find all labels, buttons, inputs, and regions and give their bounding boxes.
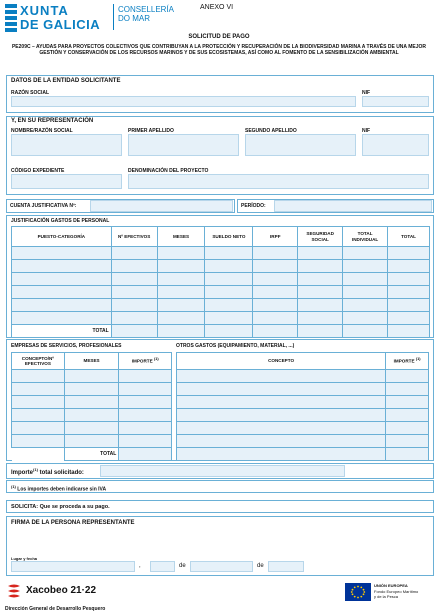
razon-social-label: RAZÓN SOCIAL [11, 90, 50, 96]
cell[interactable] [343, 247, 388, 260]
other-title: OTROS GASTOS (EQUIPAMIENTO, MATERIAL, ...) [176, 343, 295, 349]
cell[interactable] [111, 325, 157, 338]
personnel-total-row [12, 325, 430, 338]
footnote-mark: (1) [33, 467, 38, 472]
cell[interactable] [386, 409, 429, 422]
cell[interactable] [111, 273, 157, 286]
razon-social-field[interactable] [11, 96, 356, 107]
cell[interactable] [205, 286, 253, 299]
logo-line2: DE GALICIA [20, 17, 101, 32]
cell[interactable] [177, 383, 386, 396]
cell[interactable] [298, 247, 343, 260]
table-row [12, 299, 430, 312]
cell[interactable] [157, 299, 205, 312]
cell[interactable] [12, 370, 65, 383]
cell[interactable] [343, 273, 388, 286]
personnel-title: JUSTIFICACIÓN GASTOS DE PERSONAL [11, 218, 110, 224]
cell[interactable] [12, 409, 65, 422]
denominacion-label: DENOMINACIÓN DEL PROYECTO [128, 168, 209, 174]
table-row [12, 286, 430, 299]
cell[interactable] [343, 286, 388, 299]
table-row [12, 247, 430, 260]
cell[interactable] [253, 247, 298, 260]
table-row [12, 396, 172, 409]
xunta-logo [5, 3, 115, 33]
cell[interactable] [388, 273, 430, 286]
cell[interactable] [298, 286, 343, 299]
cell[interactable] [64, 383, 119, 396]
signature-title: FIRMA DE LA PERSONA REPRESENTANTE [11, 520, 135, 526]
col-puesto: PUESTO-CATEGORÍA [12, 227, 112, 247]
cell[interactable] [343, 299, 388, 312]
cell[interactable] [119, 409, 172, 422]
note-text: Los importes deben indicarse sin IVA [17, 486, 107, 493]
comma-sep: , [139, 563, 141, 569]
cell[interactable] [119, 422, 172, 435]
codigo-expediente-label: CÓDIGO EXPEDIENTE [11, 168, 65, 174]
cell[interactable] [111, 286, 157, 299]
col-sueldo: SUELDO NETO [205, 227, 253, 247]
importe-text: IMPORTE [393, 359, 415, 365]
xacobeo-logo [6, 582, 126, 600]
table-row [12, 273, 430, 286]
cell[interactable] [177, 409, 386, 422]
cell[interactable] [119, 448, 172, 461]
procedure-description: PE209C – AYUDAS PARA PROYECTOS COLECTIVOS QUE CONTRIBUYAN A LA PROTECCIÓN Y RECUPERACIÓN DE LA BIODIVERSIDAD MARINA A TRAVÉS DE UNA MEJOR GESTIÓN Y CONSERVACIÓN DE LOS RECURSOS MARINOS Y DE SUS ECOSISTEMAS, ASÍ COMO AL FOMENTO DE LA SENSIBILIZACIÓN AMBIENTAL [11, 44, 427, 57]
col-concepto-efectivos: CONCEPTO/Nº EFECTIVOS [12, 353, 65, 370]
cell[interactable] [388, 312, 430, 325]
cell[interactable] [343, 312, 388, 325]
cell[interactable] [177, 435, 386, 448]
table-row [177, 370, 429, 383]
importe-note [11, 484, 106, 493]
cell[interactable] [388, 286, 430, 299]
table-row [12, 260, 430, 273]
table-row [12, 312, 430, 325]
personnel-total-label: TOTAL [12, 325, 112, 338]
col-total-individual: TOTAL INDIVIDUAL [343, 227, 388, 247]
document-title: SOLICITUD DE PAGO [188, 34, 250, 40]
cell[interactable] [111, 299, 157, 312]
xunta-emblem-icon [5, 4, 17, 32]
de-label-1: de [179, 563, 186, 569]
eu-line3: y de la Pesca [374, 594, 399, 599]
services-title: EMPRESAS DE SERVICIOS, PROFESIONALES [11, 343, 122, 349]
cell[interactable] [157, 312, 205, 325]
cell[interactable] [343, 260, 388, 273]
services-total-row [12, 448, 172, 461]
table-row [12, 370, 172, 383]
nombre-label: NOMBRE/RAZÓN SOCIAL [11, 128, 73, 134]
de-label-2: de [257, 563, 264, 569]
eu-line1: UNIÓN EUROPEA [374, 583, 408, 588]
other-table [176, 352, 429, 461]
xacobeo-emblem-icon [6, 583, 22, 599]
table-row [177, 422, 429, 435]
table-row [177, 409, 429, 422]
cell[interactable] [205, 273, 253, 286]
eu-flag-icon [345, 583, 371, 601]
cell[interactable] [111, 247, 157, 260]
cell[interactable] [253, 299, 298, 312]
entity-nif-field[interactable] [362, 96, 429, 107]
cell[interactable] [111, 312, 157, 325]
table-row [177, 435, 429, 448]
cell[interactable] [298, 273, 343, 286]
cell[interactable] [119, 396, 172, 409]
primer-apellido-label: PRIMER APELLIDO [128, 128, 174, 134]
cell[interactable] [388, 325, 430, 338]
cuenta-label: CUENTA JUSTIFICATIVA Nº: [10, 203, 77, 209]
entity-nif-label: NIF [362, 90, 371, 96]
table-row [12, 422, 172, 435]
cell[interactable] [157, 273, 205, 286]
cell[interactable] [205, 247, 253, 260]
cell[interactable] [12, 247, 112, 260]
rep-nif-label: NIF [362, 128, 371, 134]
nombre-field[interactable] [11, 134, 122, 156]
cell[interactable] [388, 299, 430, 312]
table-row [12, 435, 172, 448]
logo-line1: XUNTA [20, 3, 69, 18]
footnote-mark: (1) [11, 484, 16, 489]
services-table [11, 352, 172, 461]
col-irpf: IRPF [253, 227, 298, 247]
cell[interactable] [386, 422, 429, 435]
solicita-text [11, 504, 110, 510]
rep-nif-field[interactable] [362, 134, 429, 156]
col-seguridad-social: SEGURIDAD SOCIAL [298, 227, 343, 247]
col-other-importe [386, 353, 429, 370]
cell[interactable] [298, 299, 343, 312]
cell[interactable] [386, 383, 429, 396]
cell[interactable] [177, 396, 386, 409]
cell[interactable] [177, 448, 386, 461]
place-field[interactable] [11, 561, 135, 572]
cell[interactable] [64, 409, 119, 422]
footnote-mark: (1) [153, 357, 159, 362]
table-row [12, 409, 172, 422]
spacer [12, 448, 65, 461]
cell[interactable] [119, 370, 172, 383]
table-row [177, 448, 429, 461]
dept-line1: CONSELLERÍA [118, 5, 175, 14]
cell[interactable] [64, 396, 119, 409]
col-services-importe [119, 353, 172, 370]
cell[interactable] [12, 396, 65, 409]
cell[interactable] [177, 422, 386, 435]
logo-divider [113, 4, 114, 30]
codigo-expediente-field[interactable] [11, 174, 122, 189]
cell[interactable] [119, 383, 172, 396]
cell[interactable] [253, 312, 298, 325]
cell[interactable] [157, 247, 205, 260]
cell[interactable] [12, 435, 65, 448]
importe-total-label [11, 467, 84, 476]
services-total-label: TOTAL [64, 448, 119, 461]
table-row [12, 383, 172, 396]
importe-total-field[interactable] [100, 465, 345, 477]
cell[interactable] [64, 370, 119, 383]
table-row [177, 396, 429, 409]
footnote-mark: (1) [415, 357, 421, 362]
cell[interactable] [64, 422, 119, 435]
cell[interactable] [343, 325, 388, 338]
importe-rest: total solicitado: [37, 470, 84, 476]
cell[interactable] [253, 286, 298, 299]
cell[interactable] [386, 435, 429, 448]
col-services-meses: MESES [64, 353, 119, 370]
direction-general: Dirección General de Desarrollo Pesquero [5, 606, 106, 612]
importe-text: IMPORTE [131, 359, 153, 365]
cell[interactable] [205, 299, 253, 312]
eu-line2: Fondo Europeo Marítimo [374, 589, 419, 594]
cell[interactable] [386, 448, 429, 461]
cell[interactable] [205, 325, 253, 338]
month-field[interactable] [190, 561, 253, 572]
importe-word: Importe [11, 470, 34, 476]
cell[interactable] [157, 286, 205, 299]
cell[interactable] [157, 260, 205, 273]
cell[interactable] [386, 370, 429, 383]
entity-title: DATOS DE LA ENTIDAD SOLICITANTE [11, 78, 121, 84]
periodo-label: PERÍODO: [241, 203, 266, 209]
cell[interactable] [298, 325, 343, 338]
cell[interactable] [386, 396, 429, 409]
col-other-concepto: CONCEPTO [177, 353, 386, 370]
col-meses: MESES [157, 227, 205, 247]
place-date-label: Lugar y fecha [11, 556, 38, 561]
solicita-label: SOLICITA: [11, 504, 39, 510]
cell[interactable] [111, 260, 157, 273]
cell[interactable] [12, 312, 112, 325]
cell[interactable] [12, 286, 112, 299]
day-field[interactable] [150, 561, 175, 572]
cell[interactable] [205, 260, 253, 273]
cell[interactable] [205, 312, 253, 325]
cell[interactable] [64, 435, 119, 448]
year-field[interactable] [268, 561, 304, 572]
segundo-apellido-field[interactable] [245, 134, 356, 156]
cuenta-field[interactable] [90, 200, 233, 212]
cell[interactable] [157, 325, 205, 338]
periodo-field[interactable] [274, 200, 432, 212]
cell[interactable] [388, 260, 430, 273]
cell[interactable] [12, 383, 65, 396]
table-row [177, 383, 429, 396]
cell[interactable] [12, 299, 112, 312]
cell[interactable] [298, 260, 343, 273]
denominacion-field[interactable] [128, 174, 429, 189]
personnel-table [11, 226, 430, 338]
xacobeo-text: Xacobeo 21·22 [26, 585, 97, 596]
cell[interactable] [298, 312, 343, 325]
representative-title: Y, EN SU REPRESENTACIÓN [11, 118, 94, 124]
segundo-apellido-label: SEGUNDO APELLIDO [245, 128, 297, 134]
dept-line2: DO MAR [118, 14, 150, 23]
col-total: TOTAL [388, 227, 430, 247]
annex-label: ANEXO VI [200, 4, 234, 11]
cell[interactable] [253, 260, 298, 273]
cell[interactable] [12, 273, 112, 286]
cell[interactable] [253, 273, 298, 286]
cell[interactable] [177, 370, 386, 383]
cell[interactable] [12, 260, 112, 273]
eu-logo [345, 582, 435, 604]
solicita-body: Que se proceda a su pago. [39, 504, 110, 510]
primer-apellido-field[interactable] [128, 134, 239, 156]
cell[interactable] [388, 247, 430, 260]
cell[interactable] [119, 435, 172, 448]
cell[interactable] [253, 325, 298, 338]
cell[interactable] [12, 422, 65, 435]
col-efectivos: Nº EFECTIVOS [111, 227, 157, 247]
